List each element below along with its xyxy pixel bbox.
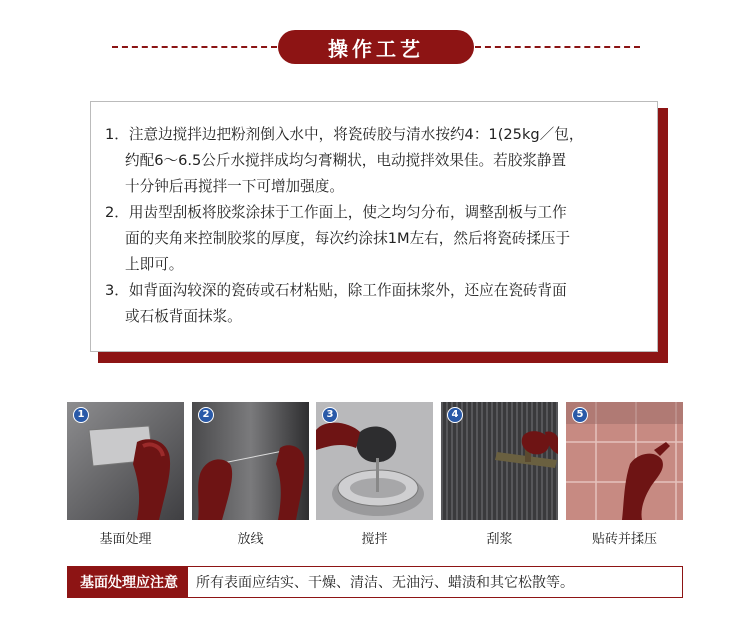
photo-caption-2: 放线 bbox=[237, 532, 264, 547]
step-number-badge: 4 bbox=[447, 407, 463, 423]
notice-text: 所有表面应结实、干燥、清洁、无油污、蜡渍和其它松散等。 bbox=[196, 575, 574, 591]
step-3 bbox=[105, 278, 643, 330]
step-number-badge: 1 bbox=[73, 407, 89, 423]
section-header bbox=[0, 30, 750, 64]
photo-2-marking-line bbox=[192, 402, 309, 520]
step-2-line-3: 上即可。 bbox=[125, 256, 184, 273]
step-3-line-2: 或石板背面抹浆。 bbox=[125, 308, 242, 325]
process-photos bbox=[67, 402, 683, 520]
photo-caption-4: 刮浆 bbox=[486, 532, 513, 547]
photo-caption-1: 基面处理 bbox=[99, 532, 152, 547]
step-number-badge: 5 bbox=[572, 407, 588, 423]
notice-bar bbox=[67, 566, 683, 598]
header-dash-left bbox=[112, 46, 277, 48]
step-1-line-3: 十分钟后再搅拌一下可增加强度。 bbox=[125, 178, 344, 195]
photo-4-spreading bbox=[441, 402, 558, 520]
photo-caption-5: 贴砖并揉压 bbox=[591, 532, 657, 547]
step-1-line-2: 约配6～6.5公斤水搅拌成均匀膏糊状，电动搅拌效果佳。若胶浆静置 bbox=[125, 152, 567, 169]
step-1 bbox=[105, 122, 643, 200]
steps-box bbox=[90, 101, 658, 352]
step-2-line-2: 面的夹角来控制胶浆的厚度，每次约涂抹1M左右，然后将瓷砖揉压于 bbox=[125, 230, 571, 247]
step-number-badge: 2 bbox=[198, 407, 214, 423]
notice-label: 基面处理应注意 bbox=[68, 567, 188, 597]
photo-1-base-treatment bbox=[67, 402, 184, 520]
step-2 bbox=[105, 200, 643, 278]
photo-3-mixing bbox=[316, 402, 433, 520]
header-dash-right bbox=[475, 46, 640, 48]
section-title: 操作工艺 bbox=[278, 30, 474, 64]
step-3-line-1: 3．如背面沟较深的瓷砖或石材粘贴，除工作面抹浆外，还应在瓷砖背面 bbox=[105, 282, 567, 299]
step-1-line-1: 1．注意边搅拌边把粉剂倒入水中，将瓷砖胶与清水按约4：1(25kg／包， bbox=[105, 126, 584, 143]
step-2-line-1: 2．用齿型刮板将胶浆涂抹于工作面上，使之均匀分布，调整刮板与工作 bbox=[105, 204, 567, 221]
photo-5-tiling bbox=[566, 402, 683, 520]
step-number-badge: 3 bbox=[322, 407, 338, 423]
photo-caption-3: 搅拌 bbox=[361, 532, 388, 547]
